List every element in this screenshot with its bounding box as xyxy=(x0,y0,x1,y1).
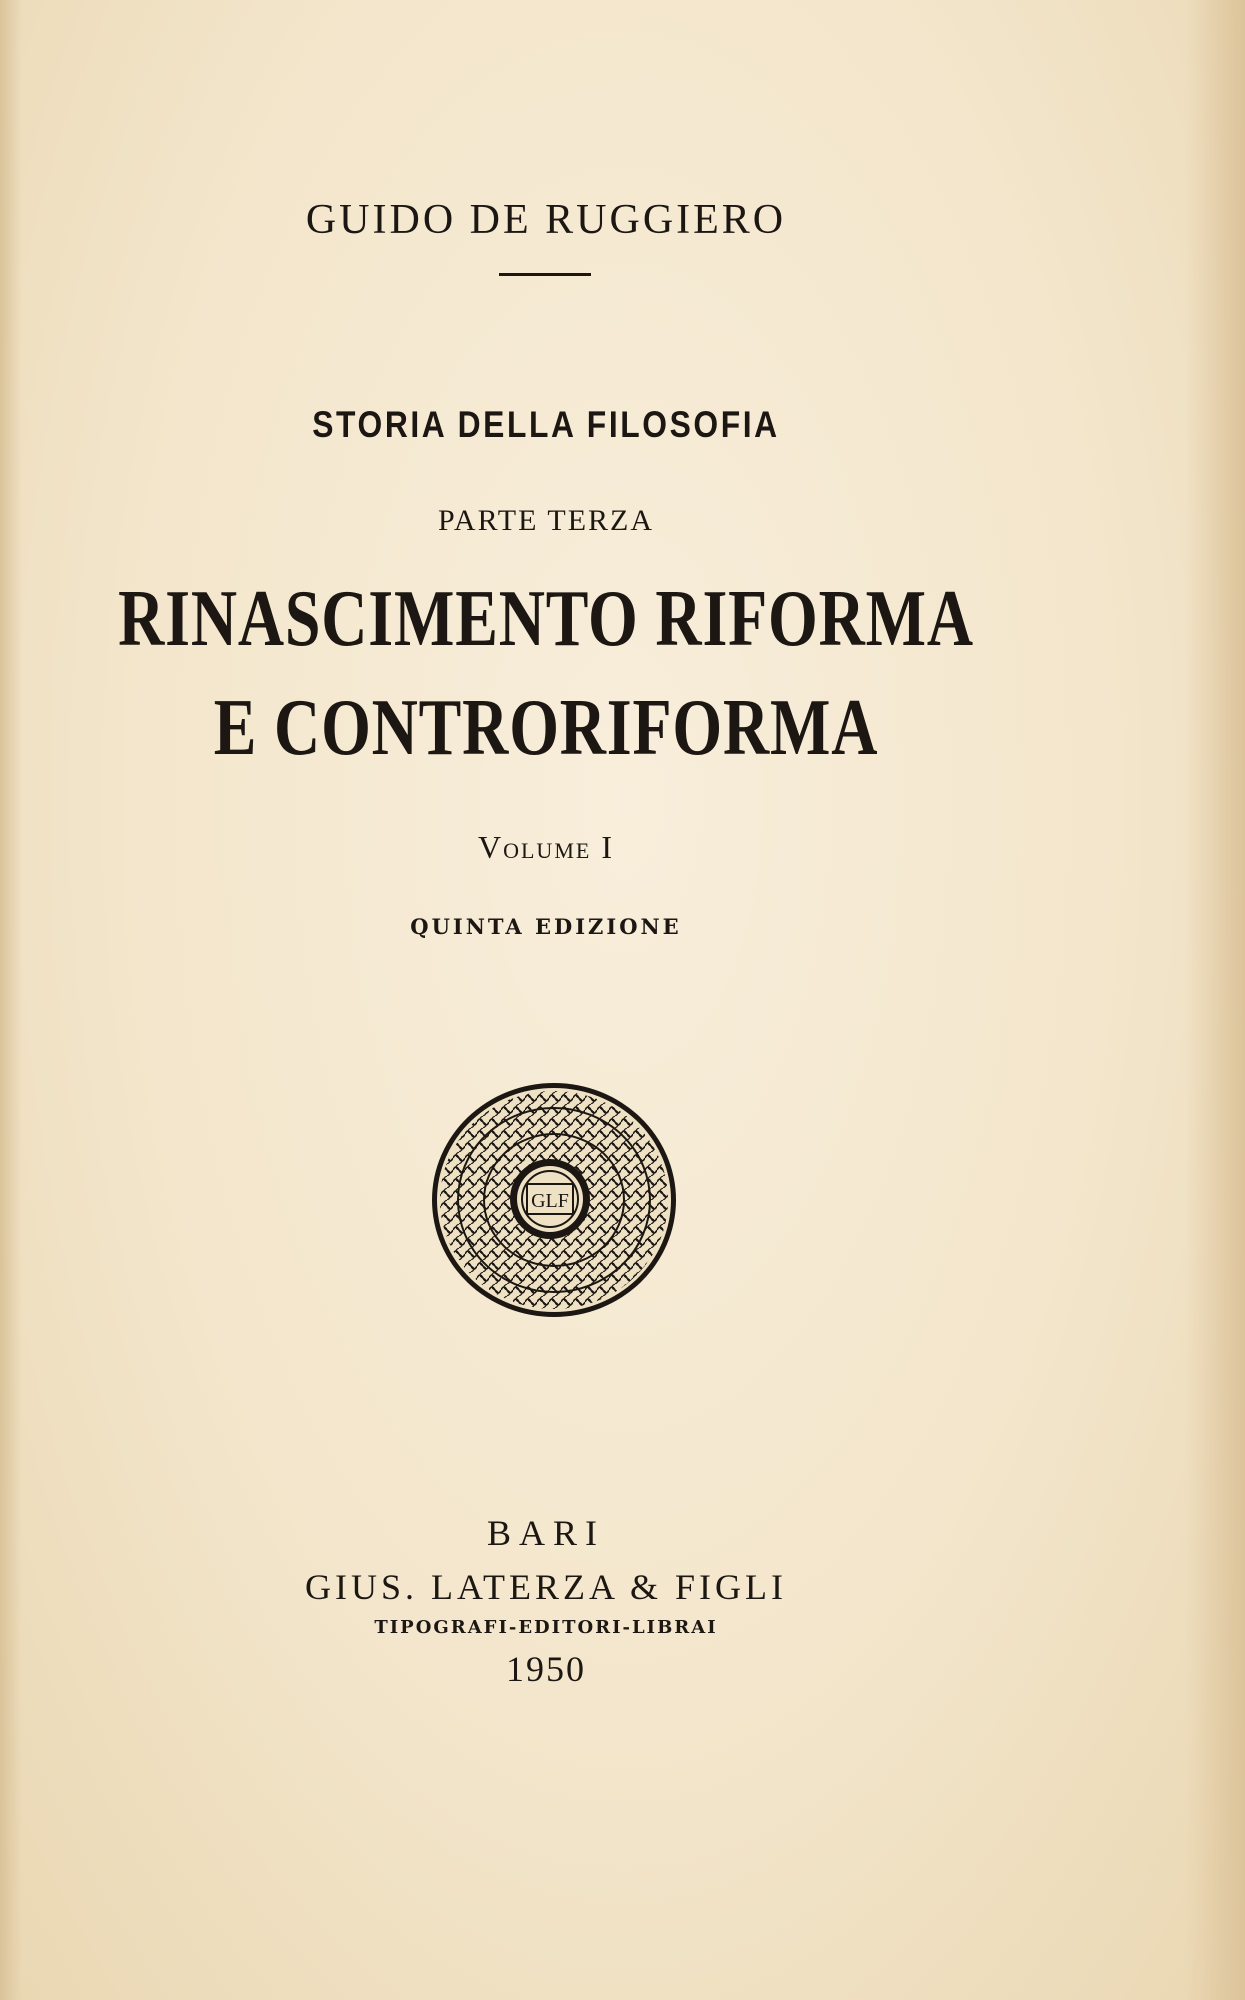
book-title-line-1: RINASCIMENTO RIFORMA xyxy=(118,575,974,663)
publisher-trade: TIPOGRAFI-EDITORI-LIBRAI xyxy=(374,1617,718,1638)
edition-label: QUINTA EDIZIONE xyxy=(410,914,682,939)
monogram-text: GLF xyxy=(531,1190,569,1212)
series-title: STORIA DELLA FILOSOFIA xyxy=(312,404,780,445)
publisher-city: BARI xyxy=(486,1513,605,1553)
publication-year: 1950 xyxy=(506,1649,586,1689)
part-label: PARTE TERZA xyxy=(437,504,655,537)
author-name: GUIDO DE RUGGIERO xyxy=(305,197,787,243)
publisher-name: GIUS. LATERZA & FIGLI xyxy=(305,1567,787,1607)
title-rule xyxy=(499,273,591,276)
page-edge-left xyxy=(0,0,22,2000)
volume-label: Volume I xyxy=(478,829,614,865)
book-title-line-2: E CONTRORIFORMA xyxy=(213,684,879,772)
publisher-mark-icon xyxy=(429,1080,679,1320)
page-edge-right xyxy=(1185,0,1245,2000)
